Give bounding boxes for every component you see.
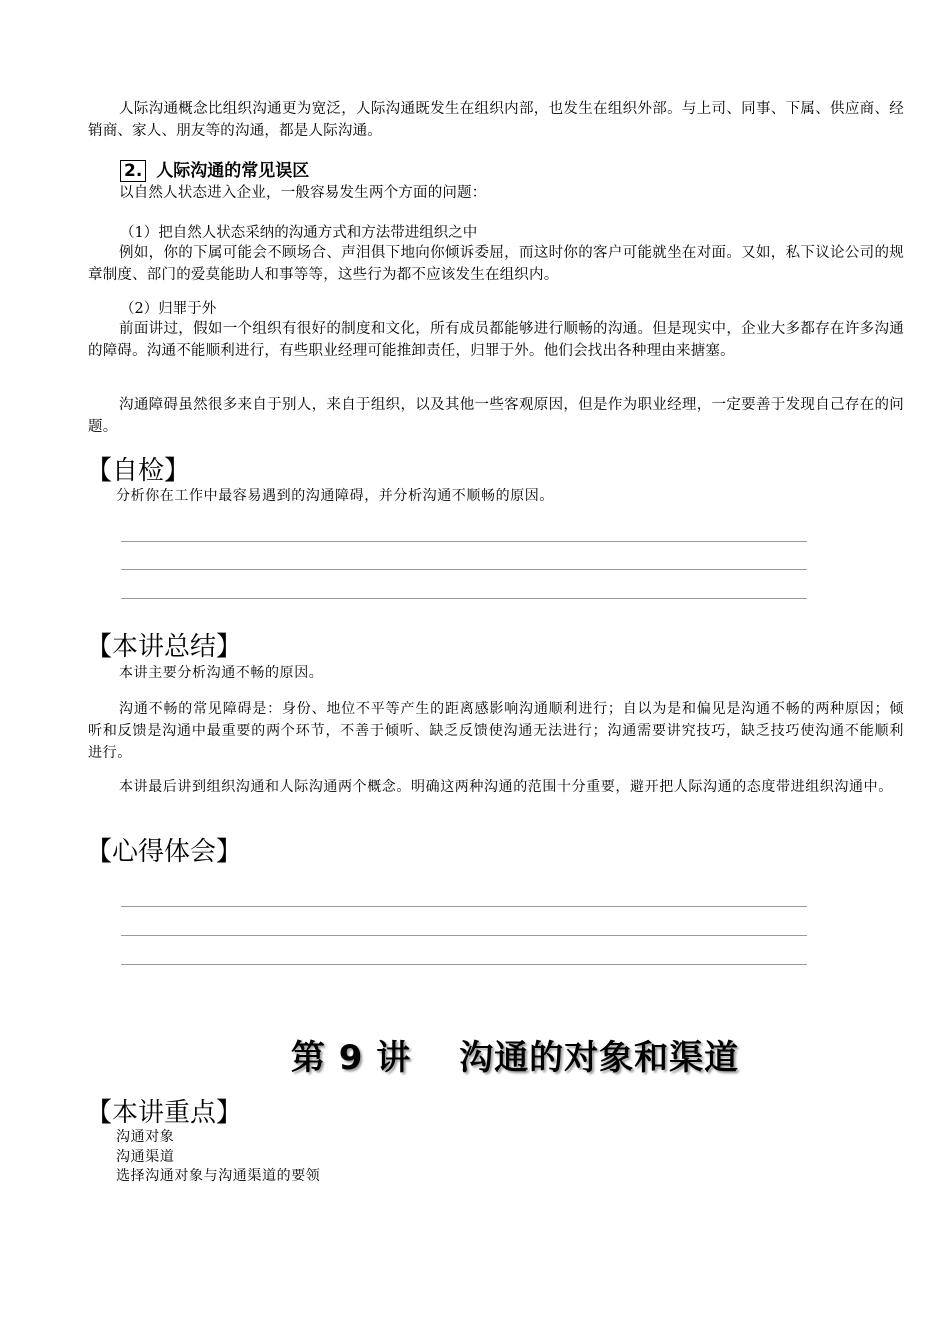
summary-heading: 【本讲总结】 — [86, 632, 243, 662]
section-title: 人际沟通的常见误区 — [156, 161, 310, 181]
summary-p2: 沟通不畅的常见障碍是：身份、地位不平等产生的距离感影响沟通顺利进行；自以为是和偏见是沟通不畅的两种原因；倾听和反馈是沟通中最重要的两个环节，不善于倾听、缺乏反馈使沟通无法进行；沟通需要讲究技巧，缺乏技巧使沟通不能顺利进行。 — [88, 701, 904, 761]
self-check-prompt: 分析你在工作中最容易遇到的沟通障碍，并分析沟通不顺畅的原因。 — [116, 488, 554, 504]
section-2-heading — [120, 158, 309, 184]
reflection-heading: 【心得体会】 — [86, 837, 243, 867]
item1-body: 例如，你的下属可能会不顾场合、声泪俱下地向你倾诉委屈，而这时你的客户可能就坐在对面。又如，私下议论公司的规章制度、部门的爱莫能助人和事等等，这些行为都不应该发生在组织内。 — [88, 245, 904, 283]
section-lead: 以自然人状态进入企业，一般容易发生两个方面的问题： — [119, 185, 487, 201]
lecture-9-title: 第 9 讲 沟通的对象和渠道 — [290, 1038, 740, 1078]
key-point-3: 选择沟通对象与沟通渠道的要领 — [116, 1168, 321, 1184]
reflection-line-3[interactable] — [121, 964, 807, 965]
answer-line-2[interactable] — [121, 569, 807, 570]
answer-line-3[interactable] — [121, 598, 807, 599]
section-number: 2. — [120, 160, 146, 182]
key-point-1: 沟通对象 — [116, 1129, 175, 1145]
intro-paragraph: 人际沟通概念比组织沟通更为宽泛，人际沟通既发生在组织内部，也发生在组织外部。与上司、同事、下属、供应商、经销商、家人、朋友等的沟通，都是人际沟通。 — [88, 101, 904, 139]
item1-heading: （1）把自然人状态采纳的沟通方式和方法带进组织之中 — [120, 225, 478, 241]
summary-p3: 本讲最后讲到组织沟通和人际沟通两个概念。明确这两种沟通的范围十分重要，避开把人际沟通的态度带进组织沟通中。 — [119, 779, 893, 795]
key-points-heading: 【本讲重点】 — [86, 1098, 243, 1128]
item2-body: 前面讲过，假如一个组织有很好的制度和文化，所有成员都能够进行顺畅的沟通。但是现实中，企业大多都存在许多沟通的障碍。沟通不能顺利进行，有些职业经理可能推卸责任，归罪于外。他们会找出各种理由来搪塞。 — [88, 321, 904, 359]
reflection-line-2[interactable] — [121, 935, 807, 936]
summary-p1: 本讲主要分析沟通不畅的原因。 — [119, 665, 324, 681]
key-point-2: 沟通渠道 — [116, 1149, 175, 1165]
self-check-heading: 【自检】 — [86, 456, 191, 486]
closing-paragraph: 沟通障碍虽然很多来自于别人，来自于组织，以及其他一些客观原因，但是作为职业经理，一定要善于发现自己存在的问题。 — [88, 397, 904, 435]
reflection-line-1[interactable] — [121, 906, 807, 907]
answer-line-1[interactable] — [121, 541, 807, 542]
item2-heading: （2）归罪于外 — [120, 301, 217, 317]
